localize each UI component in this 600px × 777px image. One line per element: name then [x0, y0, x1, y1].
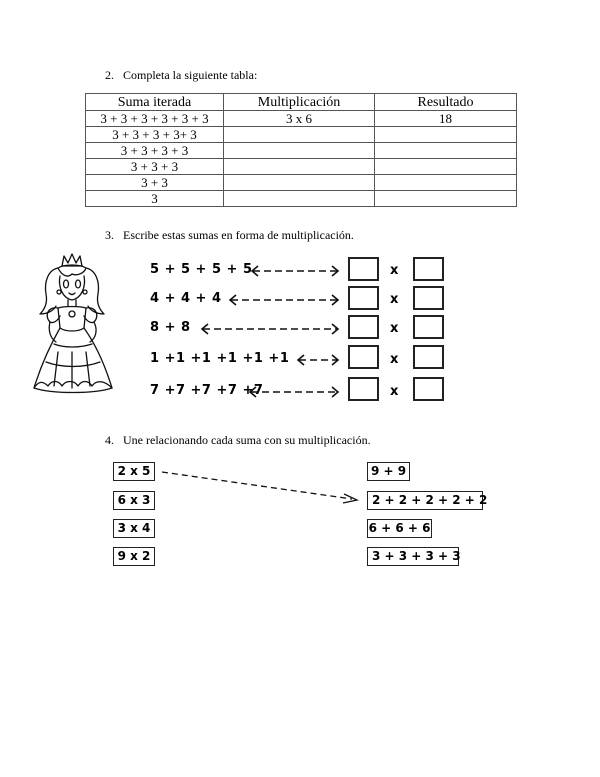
answer-box-factor-2[interactable] [413, 257, 444, 281]
times-symbol: x [390, 292, 399, 307]
cell-sum: 3 [86, 191, 224, 207]
q2-instruction: Completa la siguiente tabla: [123, 68, 258, 82]
cell-multiplication[interactable] [224, 191, 375, 207]
times-symbol: x [390, 384, 399, 399]
multiplication-card[interactable]: 9 x 2 [113, 547, 155, 566]
iterated-sum-table [85, 93, 517, 207]
header-multiplicacion: Multiplicación [224, 94, 375, 111]
sum-expression: 7 +7 +7 +7 +7 [150, 383, 264, 398]
answer-box-factor-1[interactable] [348, 377, 379, 401]
q4-title [105, 433, 371, 448]
cell-result[interactable] [375, 159, 517, 175]
q3-title [105, 228, 354, 243]
times-symbol: x [390, 352, 399, 367]
table-row [86, 159, 517, 175]
q2-title [105, 68, 257, 83]
cell-result[interactable] [375, 127, 517, 143]
double-arrow-icon [200, 323, 340, 335]
answer-box-factor-1[interactable] [348, 345, 379, 369]
cell-sum: 3 + 3 + 3 [86, 159, 224, 175]
answer-box-factor-2[interactable] [413, 345, 444, 369]
answer-box-factor-2[interactable] [413, 377, 444, 401]
header-suma-iterada: Suma iterada [86, 94, 224, 111]
q3-instruction: Escribe estas sumas en forma de multiplicación. [123, 228, 354, 242]
table-row [86, 127, 517, 143]
sum-expression: 1 +1 +1 +1 +1 +1 [150, 351, 290, 366]
princess-illustration [18, 252, 128, 402]
cell-sum: 3 + 3 + 3 + 3+ 3 [86, 127, 224, 143]
sum-expression: 5 + 5 + 5 + 5 [150, 262, 253, 277]
answer-box-factor-1[interactable] [348, 315, 379, 339]
cell-result[interactable] [375, 191, 517, 207]
cell-sum: 3 + 3 + 3 + 3 + 3 + 3 [86, 111, 224, 127]
cell-result[interactable] [375, 175, 517, 191]
cell-sum: 3 + 3 [86, 175, 224, 191]
sum-card[interactable]: 9 + 9 [367, 462, 410, 481]
double-arrow-icon [250, 265, 340, 277]
double-arrow-icon [228, 294, 340, 306]
cell-multiplication[interactable] [224, 159, 375, 175]
header-resultado: Resultado [375, 94, 517, 111]
cell-multiplication[interactable]: 3 x 6 [224, 111, 375, 127]
cell-sum: 3 + 3 + 3 + 3 [86, 143, 224, 159]
answer-box-factor-2[interactable] [413, 315, 444, 339]
table-row [86, 111, 517, 127]
q4-number: 4. [105, 433, 114, 447]
sum-card[interactable]: 6 + 6 + 6 [367, 519, 432, 538]
sum-expression: 8 + 8 [150, 320, 191, 335]
cell-result[interactable]: 18 [375, 111, 517, 127]
double-arrow-icon [248, 386, 340, 398]
multiplication-card[interactable]: 6 x 3 [113, 491, 155, 510]
answer-box-factor-2[interactable] [413, 286, 444, 310]
answer-box-factor-1[interactable] [348, 257, 379, 281]
table-row [86, 191, 517, 207]
times-symbol: x [390, 321, 399, 336]
table-row [86, 143, 517, 159]
sum-expression: 4 + 4 + 4 [150, 291, 222, 306]
double-arrow-icon [296, 354, 340, 366]
times-symbol: x [390, 263, 399, 278]
multiplication-card[interactable]: 3 x 4 [113, 519, 155, 538]
q2-number: 2. [105, 68, 114, 82]
cell-multiplication[interactable] [224, 175, 375, 191]
cell-result[interactable] [375, 143, 517, 159]
answer-box-factor-1[interactable] [348, 286, 379, 310]
q3-number: 3. [105, 228, 114, 242]
sum-card[interactable]: 2 + 2 + 2 + 2 + 2 [367, 491, 483, 510]
q4-instruction: Une relacionando cada suma con su multiplicación. [123, 433, 371, 447]
multiplication-card[interactable]: 2 x 5 [113, 462, 155, 481]
sum-card[interactable]: 3 + 3 + 3 + 3 [367, 547, 459, 566]
table-header-row [86, 94, 517, 111]
table-row [86, 175, 517, 191]
cell-multiplication[interactable] [224, 143, 375, 159]
cell-multiplication[interactable] [224, 127, 375, 143]
